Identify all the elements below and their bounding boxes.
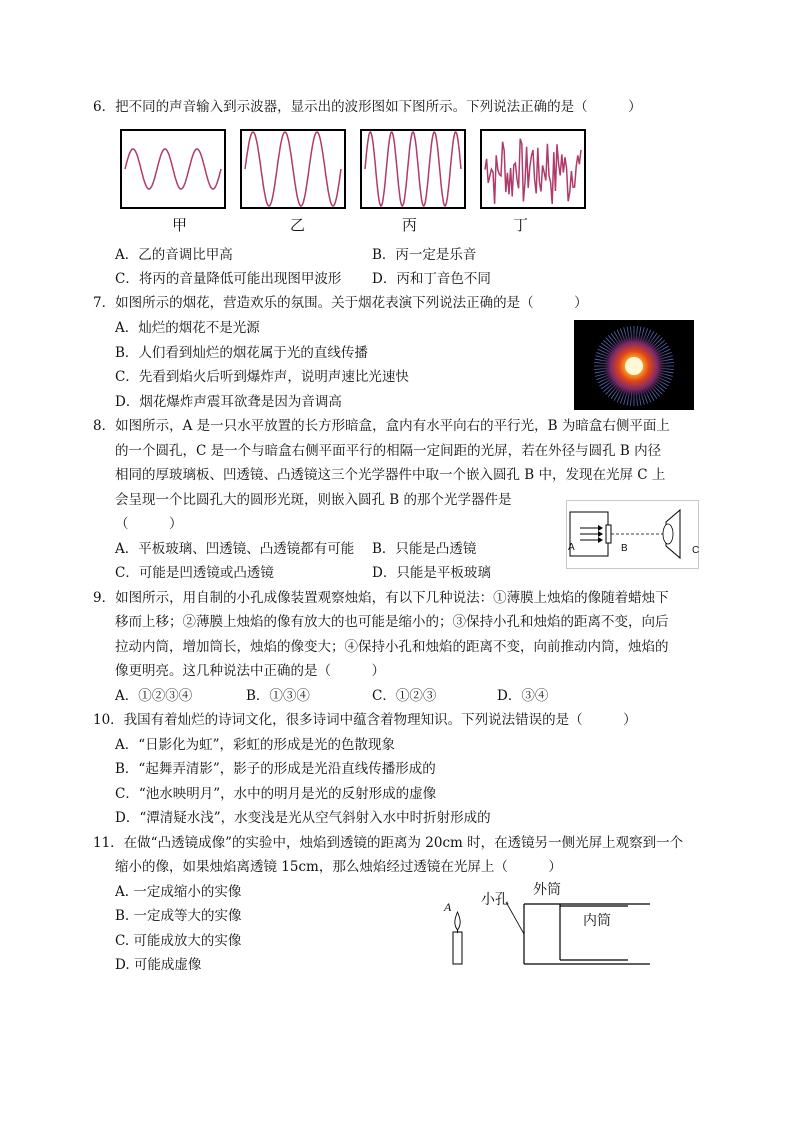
q8-line-1: 8．如图所示，A 是一只水平放置的长方形暗盒，盒内有水平向右的平行光，B 为暗盒右侧平面上 <box>93 418 670 434</box>
q7-stem: 7．如图所示的烟花，营造欢乐的氛围。关于烟花表演下列说法正确的是（ ） <box>93 295 588 311</box>
wave-label-yi: 乙 <box>290 216 306 234</box>
q11-line-1: 11．在做“凸透镜成像”的实验中，烛焰到透镜的距离为 20cm 时，在透镜另一侧光屏上观察到一个 <box>93 835 684 851</box>
q10-option-a[interactable]: A．“日影化为虹”，彩虹的形成是光的色散现象 <box>115 737 396 753</box>
q8-option-d[interactable]: D．只能是平板玻璃 <box>372 565 491 581</box>
pinhole-label-outer: 外筒 <box>533 882 561 898</box>
q6-option-a[interactable]: A．乙的音调比甲高 <box>115 247 233 263</box>
wave-label-jia: 甲 <box>172 216 188 234</box>
q7-option-b[interactable]: B．人们看到灿烂的烟花属于光的直线传播 <box>115 345 368 361</box>
q10-option-d[interactable]: D．“潭清疑水浅”，水变浅是光从空气斜射入水中时折射形成的 <box>115 810 491 826</box>
q9-option-a[interactable]: A．①②③④ <box>115 688 193 704</box>
wave-label-ding: 丁 <box>513 216 529 234</box>
q9-line-4: 像更明亮。这几种说法中正确的是（ ） <box>115 663 385 679</box>
q10-option-c[interactable]: C．“池水映明月”，水中的明月是光的反射形成的虚像 <box>115 786 437 802</box>
q8-option-c[interactable]: C．可能是凹透镜或凸透镜 <box>115 565 274 581</box>
q10-option-b[interactable]: B．“起舞弄清影”，影子的形成是光沿直线传播形成的 <box>115 761 436 777</box>
q9-option-b[interactable]: B．①③④ <box>246 688 310 704</box>
q10-stem: 10．我国有着灿烂的诗词文化，很多诗词中蕴含着物理知识。下列说法错误的是（ ） <box>93 712 637 728</box>
q9-line-2: 移而上移；②薄膜上烛焰的像有放大的也可能是缩小的；③保持小孔和烛焰的距离不变，向后 <box>115 614 669 630</box>
q7-option-a[interactable]: A．灿烂的烟花不是光源 <box>115 320 260 336</box>
pinhole-label-candle: A <box>444 900 452 914</box>
q8-option-b[interactable]: B．只能是凸透镜 <box>372 541 477 557</box>
q11-option-a[interactable]: A. 一定成缩小的实像 <box>115 884 242 900</box>
q6-option-d[interactable]: D．丙和丁音色不同 <box>372 271 491 287</box>
q6-waveform-figure <box>0 0 794 240</box>
q11-line-2: 缩小的像，如果烛焰离透镜 15cm，那么烛焰经过透镜在光屏上（ ） <box>115 859 562 875</box>
q9-line-1: 9．如图所示，用自制的小孔成像装置观察烛焰，有以下几种说法：①薄膜上烛焰的像随着蜡烛下 <box>93 590 669 606</box>
q8-label-a: A <box>568 542 575 553</box>
q7-option-d[interactable]: D．烟花爆炸声震耳欲聋是因为音调高 <box>115 394 342 410</box>
pinhole-label-hole: 小孔 <box>481 892 509 908</box>
q6-stem: 6．把不同的声音输入到示波器，显示出的波形图如下图所示。下列说法正确的是（ ） <box>93 99 642 115</box>
q8-darkbox-figure <box>566 500 700 570</box>
fireworks-image <box>574 320 694 410</box>
wave-label-bing: 丙 <box>402 216 418 234</box>
q9-option-c[interactable]: C．①②③ <box>372 688 437 704</box>
q6-option-c[interactable]: C．将丙的音量降低可能出现图甲波形 <box>115 271 342 287</box>
q11-option-d[interactable]: D. 可能成虚像 <box>115 957 202 973</box>
q8-option-a[interactable]: A．平板玻璃、凹透镜、凸透镜都有可能 <box>115 541 355 557</box>
q7-option-c[interactable]: C．先看到焰火后听到爆炸声，说明声速比光速快 <box>115 369 409 385</box>
q9-line-3: 拉动内筒，增加筒长，烛焰的像变大；④保持小孔和烛焰的距离不变，向前推动内筒，烛焰的 <box>115 639 669 655</box>
q8-label-b: B <box>621 543 628 554</box>
q9-option-d[interactable]: D．③④ <box>497 688 549 704</box>
q8-line-3: 相同的厚玻璃板、凹透镜、凸透镜这三个光学器件中取一个嵌入圆孔 B 中，发现在光屏 C 上 <box>115 467 666 483</box>
q8-label-c: C <box>692 545 700 556</box>
pinhole-label-inner: 内筒 <box>583 913 611 929</box>
q8-line-4: 会呈现一个比圆孔大的圆形光斑，则嵌入圆孔 B 的那个光学器件是 <box>115 492 512 508</box>
q8-line-2: 的一个圆孔，C 是一个与暗盒右侧平面平行的相隔一定间距的光屏，若在外径与圆孔 B 内径 <box>115 443 662 459</box>
q6-option-b[interactable]: B．丙一定是乐音 <box>372 247 477 263</box>
q11-option-c[interactable]: C. 可能成放大的实像 <box>115 933 242 949</box>
q8-line-5: （ ） <box>115 516 183 532</box>
q11-option-b[interactable]: B. 一定成等大的实像 <box>115 908 242 924</box>
